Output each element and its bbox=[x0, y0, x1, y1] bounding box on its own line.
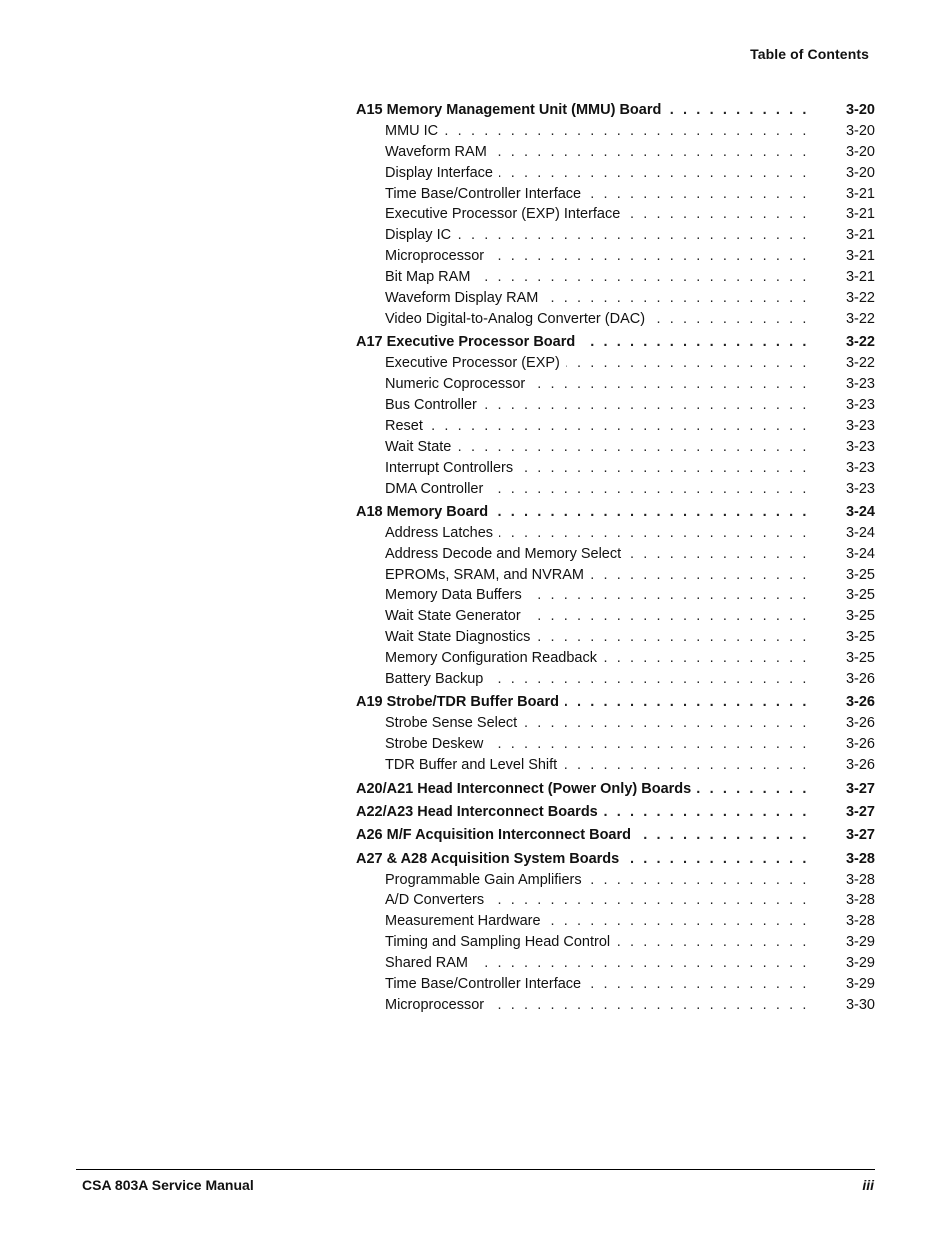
dot-leader bbox=[651, 311, 809, 327]
toc-entry-label: A19 Strobe/TDR Buffer Board bbox=[356, 694, 560, 711]
dot-leader bbox=[523, 715, 809, 731]
dot-leader bbox=[581, 334, 809, 350]
dot-leader bbox=[566, 355, 809, 371]
toc-entry-page: 3-26 bbox=[845, 671, 875, 688]
toc-entry-label: Address Latches bbox=[385, 524, 494, 541]
toc-subsection-entry[interactable] bbox=[356, 715, 875, 736]
toc-entry-page: 3-24 bbox=[845, 503, 875, 520]
toc-entry-page: 3-30 bbox=[845, 996, 875, 1013]
toc-entry-page: 3-26 bbox=[845, 694, 875, 711]
toc-subsection-entry[interactable] bbox=[356, 460, 875, 481]
toc-entry-label: A15 Memory Management Unit (MMU) Board bbox=[356, 102, 662, 118]
toc-entry-page: 3-22 bbox=[845, 334, 875, 351]
dot-leader bbox=[476, 269, 809, 285]
dot-leader bbox=[604, 804, 809, 820]
toc-section-entry[interactable] bbox=[356, 102, 875, 123]
toc-entry-page: 3-28 bbox=[845, 892, 875, 909]
dot-leader bbox=[603, 650, 809, 666]
toc-entry-page: 3-22 bbox=[845, 310, 875, 327]
toc-entry-label: Time Base/Controller Interface bbox=[385, 976, 582, 993]
toc-entry-page: 3-25 bbox=[845, 608, 875, 625]
toc-subsection-entry[interactable] bbox=[356, 144, 875, 165]
toc-entry-label: Wait State bbox=[385, 438, 452, 455]
toc-entry-label: A27 & A28 Acquisition System Boards bbox=[356, 850, 620, 867]
toc-entry-label: Programmable Gain Amplifiers bbox=[385, 871, 582, 888]
toc-entry-label: Executive Processor (EXP) bbox=[385, 355, 560, 372]
toc-entry-page: 3-20 bbox=[845, 164, 875, 181]
dot-leader bbox=[531, 376, 809, 392]
footer-manual-title: CSA 803A Service Manual bbox=[82, 1177, 254, 1193]
dot-leader bbox=[489, 481, 809, 497]
toc-entry-label: Reset bbox=[385, 417, 423, 434]
dot-leader bbox=[490, 248, 809, 264]
toc-entry-label: A18 Memory Board bbox=[356, 503, 489, 520]
toc-section-entry[interactable] bbox=[356, 694, 875, 715]
toc-subsection-entry[interactable] bbox=[356, 165, 875, 186]
toc-entry-page: 3-25 bbox=[845, 587, 875, 604]
toc-entry-page: 3-23 bbox=[845, 417, 875, 434]
dot-leader bbox=[528, 587, 809, 603]
dot-leader bbox=[519, 460, 809, 476]
toc-entry-label: Strobe Deskew bbox=[385, 736, 484, 753]
toc-entry-page: 3-24 bbox=[845, 524, 875, 541]
toc-entry-page: 3-27 bbox=[845, 803, 875, 820]
dot-leader bbox=[626, 206, 809, 222]
dot-leader bbox=[489, 671, 809, 687]
dot-leader bbox=[544, 290, 809, 306]
toc-entry-label: Display Interface bbox=[385, 164, 493, 181]
toc-section-entry[interactable] bbox=[356, 334, 875, 355]
toc-subsection-entry[interactable] bbox=[356, 567, 875, 588]
toc-entry-page: 3-26 bbox=[845, 757, 875, 774]
toc-entry-label: Measurement Hardware bbox=[385, 913, 541, 930]
dot-leader bbox=[627, 546, 809, 562]
dot-leader bbox=[587, 186, 809, 202]
dot-leader bbox=[483, 397, 809, 413]
dot-leader bbox=[457, 439, 809, 455]
toc-subsection-entry[interactable] bbox=[356, 227, 875, 248]
dot-leader bbox=[565, 694, 809, 710]
dot-leader bbox=[444, 123, 809, 139]
toc-entry-page: 3-28 bbox=[845, 913, 875, 930]
toc-entry-label: Battery Backup bbox=[385, 671, 484, 688]
toc-entry-label: Timing and Sampling Head Control bbox=[385, 934, 611, 951]
toc-subsection-entry[interactable] bbox=[356, 418, 875, 439]
toc-entry-label: Video Digital-to-Analog Converter (DAC) bbox=[385, 310, 646, 327]
toc-entry-page: 3-21 bbox=[845, 269, 875, 286]
toc-entry-label: Bus Controller bbox=[385, 396, 477, 413]
toc-entry-page: 3-21 bbox=[845, 206, 875, 223]
toc-entry-label: Wait State Generator bbox=[385, 608, 521, 625]
toc-subsection-entry[interactable] bbox=[356, 525, 875, 546]
dot-leader bbox=[590, 567, 809, 583]
dot-leader bbox=[616, 934, 809, 950]
toc-subsection-entry[interactable] bbox=[356, 376, 875, 397]
dot-leader bbox=[697, 781, 809, 797]
toc-entry-label: Waveform Display RAM bbox=[385, 290, 539, 307]
dot-leader bbox=[536, 629, 809, 645]
dot-leader bbox=[587, 976, 809, 992]
toc-subsection-entry[interactable] bbox=[356, 997, 875, 1018]
toc-subsection-entry[interactable] bbox=[356, 913, 875, 934]
dot-leader bbox=[563, 757, 809, 773]
dot-leader bbox=[490, 892, 809, 908]
toc-subsection-entry[interactable] bbox=[356, 546, 875, 567]
toc-entry-label: Microprocessor bbox=[385, 996, 485, 1013]
toc-subsection-entry[interactable] bbox=[356, 671, 875, 692]
toc-entry-label: Microprocessor bbox=[385, 248, 485, 265]
toc-subsection-entry[interactable] bbox=[356, 355, 875, 376]
toc-subsection-entry[interactable] bbox=[356, 248, 875, 269]
toc-subsection-entry[interactable] bbox=[356, 439, 875, 460]
toc-subsection-entry[interactable] bbox=[356, 955, 875, 976]
toc-entry-page: 3-23 bbox=[845, 376, 875, 393]
dot-leader bbox=[527, 608, 809, 624]
toc-entry-label: A20/A21 Head Interconnect (Power Only) Boards bbox=[356, 780, 692, 797]
toc-subsection-entry[interactable] bbox=[356, 892, 875, 913]
toc-entry-page: 3-23 bbox=[845, 396, 875, 413]
toc-entry-label: A26 M/F Acquisition Interconnect Board bbox=[356, 827, 631, 844]
toc-entry-page: 3-26 bbox=[845, 736, 875, 753]
toc-entry-page: 3-21 bbox=[845, 248, 875, 265]
toc-entry-page: 3-20 bbox=[845, 122, 875, 139]
dot-leader bbox=[474, 955, 809, 971]
toc-entry-label: A/D Converters bbox=[385, 892, 485, 909]
toc-entry-page: 3-25 bbox=[845, 629, 875, 646]
toc-section-entry[interactable] bbox=[356, 781, 875, 802]
toc-entry-page: 3-29 bbox=[845, 976, 875, 993]
dot-leader bbox=[637, 827, 809, 843]
toc-entry-label: DMA Controller bbox=[385, 480, 484, 497]
toc-subsection-entry[interactable] bbox=[356, 290, 875, 311]
dot-leader bbox=[457, 227, 809, 243]
toc-entry-page: 3-21 bbox=[845, 227, 875, 244]
toc-entry-page: 3-27 bbox=[845, 780, 875, 797]
dot-leader bbox=[588, 872, 809, 888]
toc-entry-label: Numeric Coprocessor bbox=[385, 376, 526, 393]
toc-entry-label: Bit Map RAM bbox=[385, 269, 471, 286]
toc-entry-label: Memory Data Buffers bbox=[385, 587, 522, 604]
toc-entry-label: Waveform RAM bbox=[385, 143, 487, 160]
toc-subsection-entry[interactable] bbox=[356, 123, 875, 144]
toc-subsection-entry[interactable] bbox=[356, 608, 875, 629]
toc-entry-page: 3-25 bbox=[845, 566, 875, 583]
toc-entry-page: 3-28 bbox=[845, 850, 875, 867]
dot-leader bbox=[489, 736, 809, 752]
toc-subsection-entry[interactable] bbox=[356, 757, 875, 778]
toc-entry-page: 3-23 bbox=[845, 480, 875, 497]
toc-entry-label: EPROMs, SRAM, and NVRAM bbox=[385, 566, 585, 583]
footer-page-number: iii bbox=[862, 1177, 874, 1193]
toc-subsection-entry[interactable] bbox=[356, 397, 875, 418]
toc-section-entry[interactable] bbox=[356, 504, 875, 525]
toc-entry-label: Wait State Diagnostics bbox=[385, 629, 531, 646]
toc-entry-label: Interrupt Controllers bbox=[385, 459, 514, 476]
toc-entry-label: Strobe Sense Select bbox=[385, 715, 518, 732]
toc-entry-page: 3-26 bbox=[845, 715, 875, 732]
toc-entry-page: 3-29 bbox=[845, 934, 875, 951]
toc-entry-label: Time Base/Controller Interface bbox=[385, 185, 582, 202]
toc-entry-page: 3-20 bbox=[845, 102, 875, 118]
toc-subsection-entry[interactable] bbox=[356, 269, 875, 290]
toc-entry-page: 3-22 bbox=[845, 355, 875, 372]
toc-section-entry[interactable] bbox=[356, 804, 875, 825]
toc-entry-page: 3-23 bbox=[845, 459, 875, 476]
toc-subsection-entry[interactable] bbox=[356, 481, 875, 502]
dot-leader bbox=[625, 851, 809, 867]
dot-leader bbox=[499, 165, 809, 181]
toc-subsection-entry[interactable] bbox=[356, 736, 875, 757]
running-head-title: Table of Contents bbox=[750, 46, 869, 62]
toc-entry-label: Address Decode and Memory Select bbox=[385, 545, 622, 562]
toc-entry-page: 3-25 bbox=[845, 650, 875, 667]
toc-entry-page: 3-21 bbox=[845, 185, 875, 202]
toc-entry-label: Executive Processor (EXP) Interface bbox=[385, 206, 621, 223]
toc-entry-label: A17 Executive Processor Board bbox=[356, 334, 576, 351]
table-of-contents bbox=[356, 102, 875, 1018]
dot-leader bbox=[429, 418, 809, 434]
dot-leader bbox=[493, 144, 809, 160]
toc-entry-page: 3-27 bbox=[845, 827, 875, 844]
toc-entry-label: Display IC bbox=[385, 227, 452, 244]
dot-leader bbox=[490, 997, 809, 1013]
dot-leader bbox=[667, 102, 809, 118]
footer-rule bbox=[76, 1169, 875, 1170]
toc-subsection-entry[interactable] bbox=[356, 587, 875, 608]
dot-leader bbox=[547, 913, 809, 929]
toc-subsection-entry[interactable] bbox=[356, 206, 875, 227]
toc-subsection-entry[interactable] bbox=[356, 311, 875, 332]
toc-section-entry[interactable] bbox=[356, 851, 875, 872]
toc-subsection-entry[interactable] bbox=[356, 934, 875, 955]
toc-entry-page: 3-29 bbox=[845, 955, 875, 972]
dot-leader bbox=[494, 504, 809, 520]
toc-subsection-entry[interactable] bbox=[356, 650, 875, 671]
toc-entry-page: 3-23 bbox=[845, 438, 875, 455]
toc-entry-page: 3-24 bbox=[845, 545, 875, 562]
toc-entry-page: 3-20 bbox=[845, 143, 875, 160]
toc-section-entry[interactable] bbox=[356, 827, 875, 848]
toc-entry-label: MMU IC bbox=[385, 122, 439, 139]
toc-entry-page: 3-28 bbox=[845, 871, 875, 888]
toc-entry-label: TDR Buffer and Level Shift bbox=[385, 757, 558, 774]
toc-subsection-entry[interactable] bbox=[356, 976, 875, 997]
toc-subsection-entry[interactable] bbox=[356, 629, 875, 650]
toc-entry-label: Memory Configuration Readback bbox=[385, 650, 597, 667]
toc-subsection-entry[interactable] bbox=[356, 186, 875, 207]
toc-entry-label: Shared RAM bbox=[385, 955, 469, 972]
toc-subsection-entry[interactable] bbox=[356, 872, 875, 893]
toc-entry-label: A22/A23 Head Interconnect Boards bbox=[356, 803, 598, 820]
dot-leader bbox=[499, 525, 809, 541]
toc-entry-page: 3-22 bbox=[845, 290, 875, 307]
